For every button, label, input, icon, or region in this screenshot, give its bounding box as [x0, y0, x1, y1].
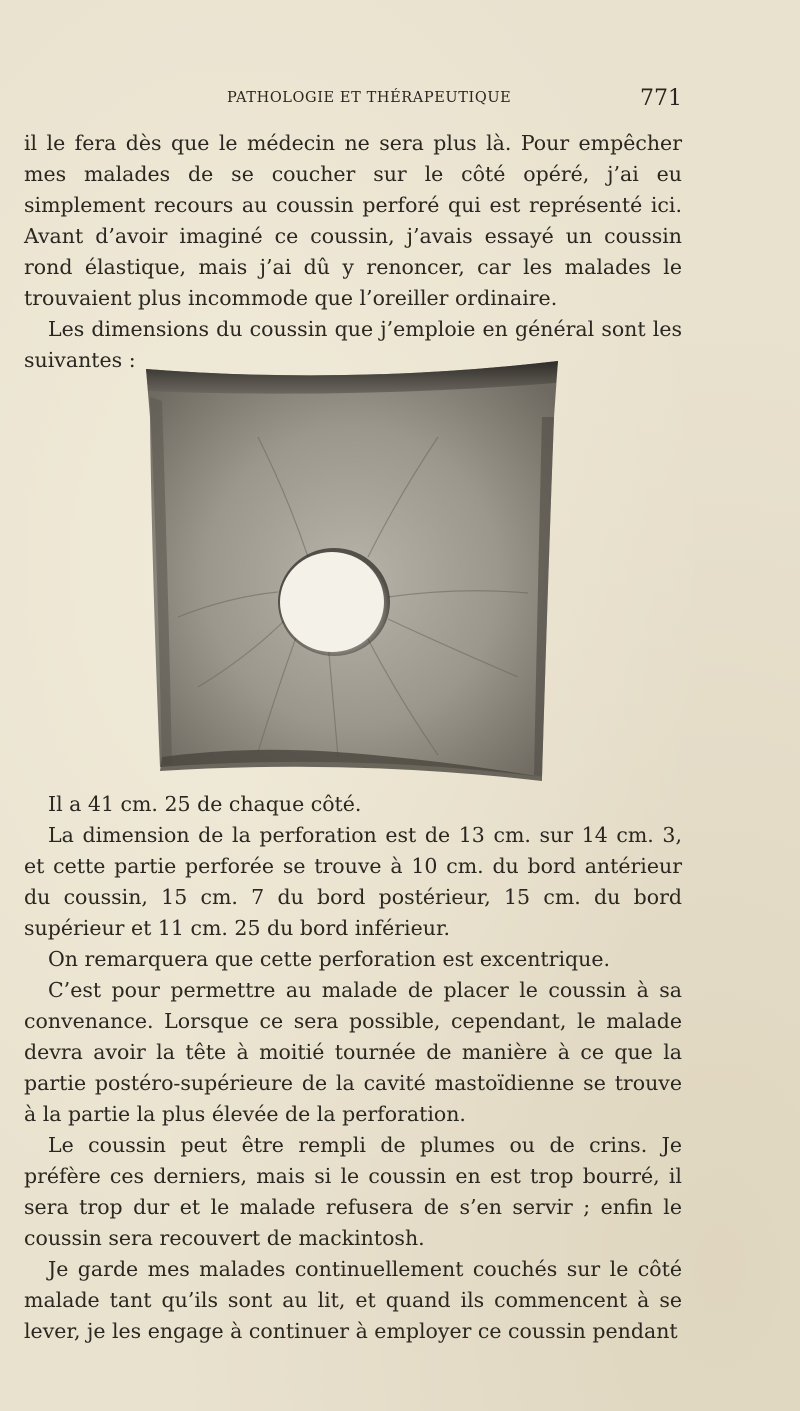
paragraph: C’est pour permettre au malade de placer le coussin à sa convenance. Lorsque ce sera possible, cependant, le malade devra avoir la tête à moitié tournée de manière à ce que la partie postéro-supérieure de la cavité mastoïdienne se trouve à la partie la plus élevée de la perforation.	[24, 978, 682, 1126]
text-after-figure	[24, 789, 682, 1347]
perforated-cushion-photo	[138, 357, 564, 785]
paragraph: Le coussin peut être rempli de plumes ou de crins. Je préfère ces derniers, mais si le coussin en est trop bourré, il sera trop dur et le malade refusera de s’en servir ; enfin le coussin sera recouvert de mackintosh.	[24, 1133, 682, 1250]
page-number: 771	[640, 86, 682, 111]
running-title: PATHOLOGIE ET THÉRAPEUTIQUE	[227, 90, 512, 106]
running-header	[24, 86, 682, 116]
paragraph: On remarquera que cette perforation est excentrique.	[48, 947, 610, 971]
text-before-figure	[24, 128, 682, 376]
cushion-figure	[138, 357, 564, 785]
paragraph: il le fera dès que le médecin ne sera plus là. Pour empêcher mes malades de se coucher sur le côté opéré, j’ai eu simplement recours au coussin perforé qui est représenté ici. Avant d’avoir imaginé ce coussin, j’avais essayé un coussin rond élastique, mais j’ai dû y renoncer, car les malades le trouvaient plus incommode que l’oreiller ordinaire.	[24, 131, 682, 310]
paragraph: Les dimensions du coussin que j’emploie en général sont les suivantes :	[24, 317, 682, 372]
paragraph: La dimension de la perforation est de 13 cm. sur 14 cm. 3, et cette partie perforée se trouve à 10 cm. du bord antérieur du coussin, 15 cm. 7 du bord postérieur, 15 cm. du bord supérieur et 11 cm. 25 du bord inférieur.	[24, 823, 682, 940]
paragraph: Il a 41 cm. 25 de chaque côté.	[48, 792, 362, 816]
paragraph: Je garde mes malades continuellement couchés sur le côté malade tant qu’ils sont au lit, et quand ils commencent à se lever, je les engage à continuer à employer ce coussin pendant	[24, 1257, 682, 1343]
